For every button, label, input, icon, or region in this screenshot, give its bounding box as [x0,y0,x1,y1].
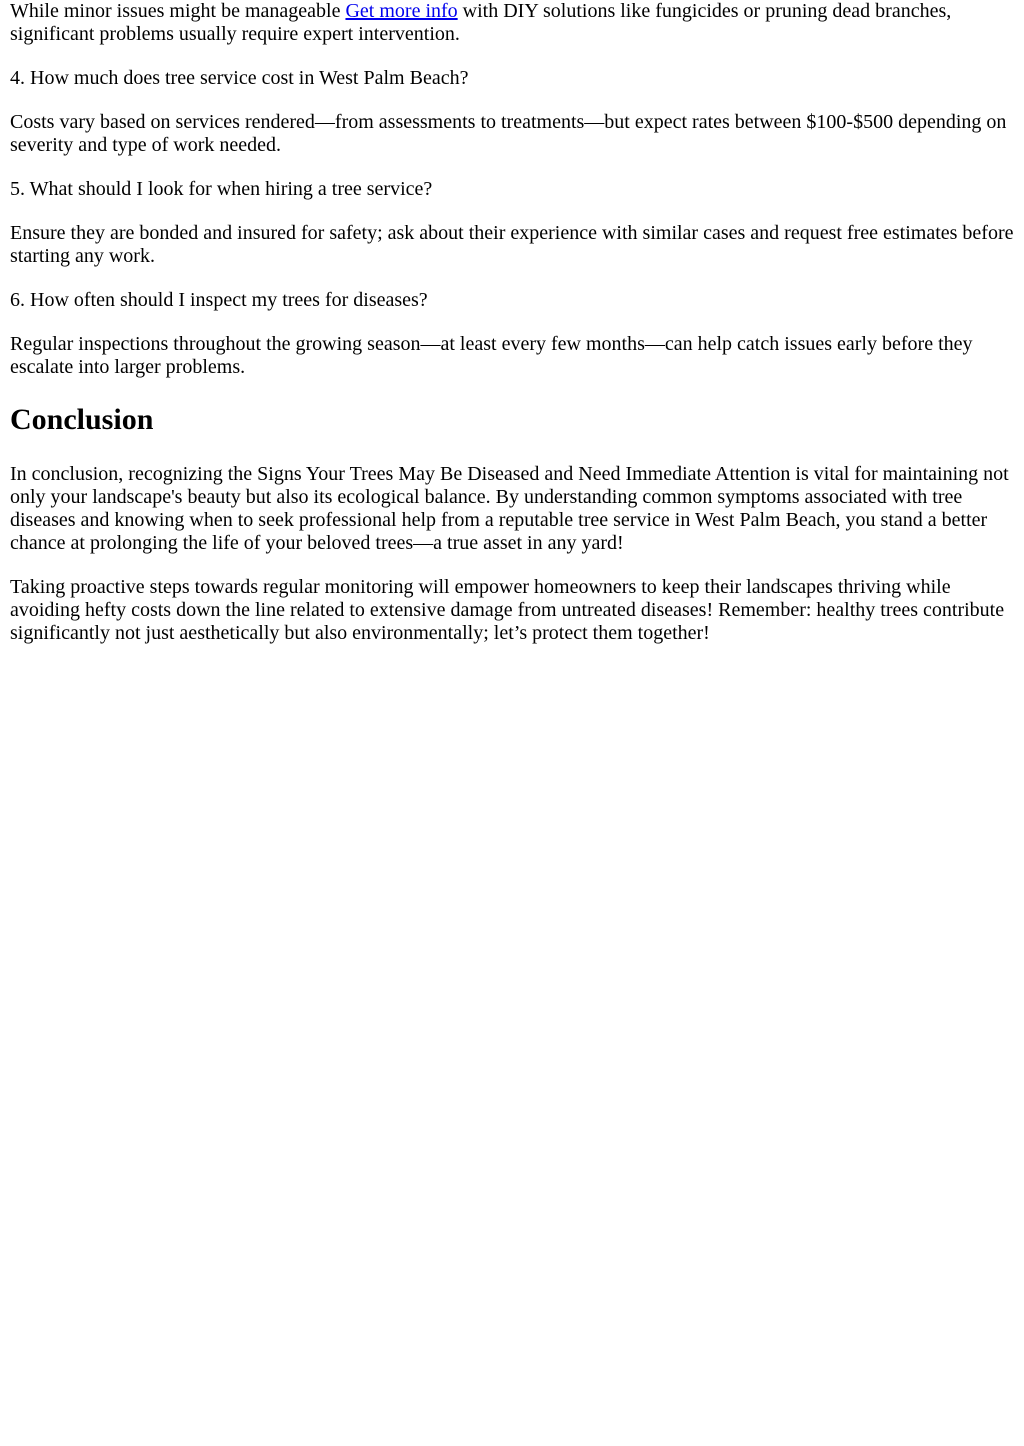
conclusion-paragraph-1: In conclusion, recognizing the Signs Your Trees May Be Diseased and Need Immediate Attention is vital for maintaining not only your landscape's beauty but also its ecological balance. By understanding common symptoms associated with tree diseases and knowing when to seek professional help from a reputable tree service in West Palm Beach, you stand a better chance at prolonging the life of your beloved trees—a true asset in any yard! [10,463,1009,554]
faq-question-6: 6. How often should I inspect my trees for diseases? [10,289,428,311]
faq-answer-5: Ensure they are bonded and insured for safety; ask about their experience with similar cases and request free estimates before starting any work. [10,222,1014,267]
conclusion-paragraph-2: Taking proactive steps towards regular monitoring will empower homeowners to keep their landscapes thriving while avoiding hefty costs down the line related to extensive damage from untreated diseases! Remember: healthy trees contribute significantly not just aesthetically but also environmentally; let’s protect them together! [10,576,1005,644]
faq-answer-6: Regular inspections throughout the growing season—at least every few months—can help catch issues early before they escalate into larger problems. [10,333,973,378]
faq-answer-3 [10,0,1014,46]
answer-3-text-after: with DIY solutions like fungicides or pruning dead branches, significant problems usually require expert intervention. [10,0,952,45]
article-body [0,0,1024,645]
get-more-info-link[interactable]: Get more info [345,0,458,22]
faq-answer-4: Costs vary based on services rendered—from assessments to treatments—but expect rates between $100-$500 depending on severity and type of work needed. [10,111,1007,156]
conclusion-heading: Conclusion [10,403,154,436]
faq-question-5: 5. What should I look for when hiring a tree service? [10,178,433,200]
answer-3-text-before: While minor issues might be manageable [10,0,346,22]
faq-question-4: 4. How much does tree service cost in West Palm Beach? [10,67,469,89]
